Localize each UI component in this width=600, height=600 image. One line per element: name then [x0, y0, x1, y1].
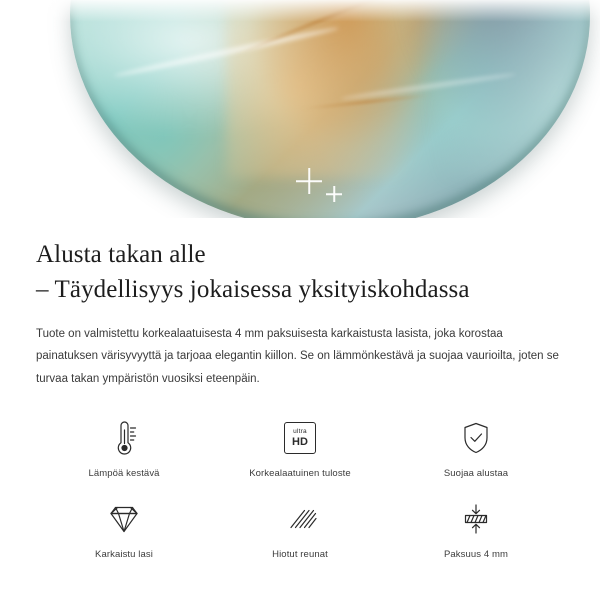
feature-item-thickness — [388, 497, 564, 560]
feature-label: Lämpöä kestävä — [88, 468, 160, 480]
headline-line-1: Alusta takan alle — [36, 241, 206, 268]
feature-item-heat-resistant — [36, 416, 212, 479]
thickness-arrows-icon — [456, 497, 496, 541]
hero-image — [0, 0, 600, 218]
ultra-hd-bottom-label: HD — [292, 435, 308, 448]
polished-edges-icon — [279, 497, 321, 541]
feature-label: Paksuus 4 mm — [443, 549, 509, 561]
feature-item-tempered-glass — [36, 497, 212, 560]
feature-label: Suojaa alustaa — [443, 468, 509, 480]
feature-item-print-quality — [212, 416, 388, 479]
round-marble-glass-plate — [70, 0, 590, 218]
feature-grid — [36, 416, 564, 560]
body-paragraph: Tuote on valmistettu korkealaatuisesta 4 mm paksuisesta karkaistusta lasista, joka korostaa painatuksen värisyvyyttä ja tarjoaa elegantin kiillon. Se on lämmönkestävä ja suojaa vaurioilta, joten se turvaa takan ympäristön vuosiksi eteenpäin. — [36, 328, 559, 385]
feature-label: Hiotut reunat — [272, 549, 328, 561]
headline-line-2: – Täydellisyys jokaisessa yksityiskohdassa — [36, 275, 470, 303]
feature-label: Karkaistu lasi — [95, 549, 153, 561]
thermometer-icon — [104, 416, 144, 460]
glass-edge-highlight — [70, 0, 590, 218]
page-title — [36, 238, 564, 307]
shield-check-icon — [456, 416, 496, 460]
ultra-hd-top-label: ultra — [293, 428, 307, 436]
content-area — [0, 238, 600, 560]
diamond-icon — [102, 497, 146, 541]
feature-item-surface-protection — [388, 416, 564, 479]
ultra-hd-icon — [284, 416, 316, 460]
feature-label: Korkealaatuinen tuloste — [249, 468, 351, 480]
feature-item-polished-edges — [212, 497, 388, 560]
